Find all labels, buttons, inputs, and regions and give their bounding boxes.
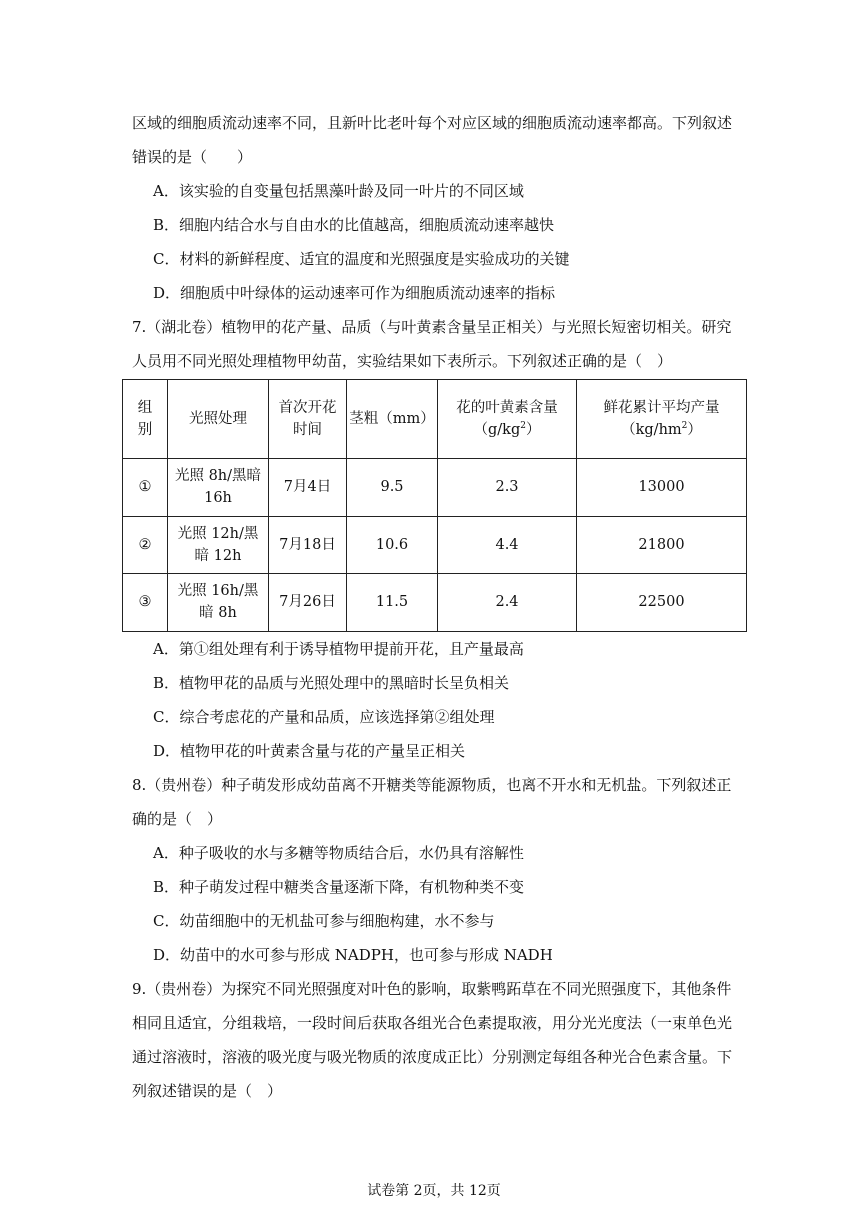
header-group: 组 别 — [123, 380, 168, 459]
q8-stem-line2: 确的是（ ） — [132, 810, 223, 828]
cell-yield: 21800 — [577, 516, 747, 574]
q7-option-d: D．植物甲花的叶黄素含量与花的产量呈正相关 — [153, 742, 466, 760]
q6-option-a: A．该实验的自变量包括黑藻叶龄及同一叶片的不同区域 — [153, 182, 524, 200]
cell-group: ① — [123, 459, 168, 517]
q6-option-b: B．细胞内结合水与自由水的比值越高，细胞质流动速率越快 — [153, 216, 555, 234]
cell-treatment: 光照 12h/黑 暗 12h — [168, 516, 269, 574]
cell-group: ② — [123, 516, 168, 574]
table-row — [123, 516, 747, 574]
cell-stem: 11.5 — [347, 574, 438, 632]
q7-option-c: C．综合考虑花的产量和品质，应该选择第②组处理 — [153, 708, 495, 726]
q8-option-c: C．幼苗细胞中的无机盐可参与细胞构建，水不参与 — [153, 912, 495, 930]
cell-lutein: 2.4 — [438, 574, 577, 632]
q7-data-table — [122, 379, 747, 632]
cell-date: 7月26日 — [269, 574, 347, 632]
cell-date: 7月18日 — [269, 516, 347, 574]
cell-yield: 22500 — [577, 574, 747, 632]
cell-treatment: 光照 16h/黑 暗 8h — [168, 574, 269, 632]
cell-date: 7月4日 — [269, 459, 347, 517]
q9-stem-line2: 相同且适宜，分组栽培，一段时间后获取各组光合色素提取液，用分光光度法（一束单色光 — [132, 1014, 733, 1032]
q9-stem-line3: 通过溶液时，溶液的吸光度与吸光物质的浓度成正比）分别测定每组各种光合色素含量。下 — [132, 1048, 733, 1066]
q7-stem-line2: 人员用不同光照处理植物甲幼苗，实验结果如下表所示。下列叙述正确的是（ ） — [132, 352, 673, 370]
table-row — [123, 574, 747, 632]
q9-stem-line1: 9.（贵州卷）为探究不同光照强度对叶色的影响，取紫鸭跖草在不同光照强度下，其他条件 — [132, 980, 732, 998]
cell-treatment: 光照 8h/黑暗 16h — [168, 459, 269, 517]
cell-stem: 10.6 — [347, 516, 438, 574]
table-header-row — [123, 380, 747, 459]
q8-option-b: B．种子萌发过程中糖类含量逐渐下降，有机物种类不变 — [153, 878, 525, 896]
q7-option-a: A．第①组处理有利于诱导植物甲提前开花，且产量最高 — [153, 640, 524, 658]
q6-option-c: C．材料的新鲜程度、适宜的温度和光照强度是实验成功的关键 — [153, 250, 570, 268]
q6-option-d: D．细胞质中叶绿体的运动速率可作为细胞质流动速率的指标 — [153, 284, 556, 302]
q7-option-b: B．植物甲花的品质与光照处理中的黑暗时长呈负相关 — [153, 674, 510, 692]
cell-group: ③ — [123, 574, 168, 632]
page-footer: 试卷第 2页，共 12页 — [367, 1183, 501, 1199]
table-row — [123, 459, 747, 517]
q9-stem-line4: 列叙述错误的是（ ） — [132, 1082, 283, 1100]
q8-option-d: D．幼苗中的水可参与形成 NADPH，也可参与形成 NADH — [153, 946, 553, 964]
header-yield: 鲜花累计平均产量 $(kg/hm^2)$ — [577, 380, 747, 459]
q7-stem-line1: 7.（湖北卷）植物甲的花产量、品质（与叶黄素含量呈正相关）与光照长短密切相关。研究 — [132, 318, 732, 336]
cell-lutein: 2.3 — [438, 459, 577, 517]
header-lutein: 花的叶黄素含量 $(g/kg^2)$ — [438, 380, 577, 459]
header-flowering-time: 首次开花 时间 — [269, 380, 347, 459]
header-treatment: 光照处理 — [168, 380, 269, 459]
q8-stem-line1: 8.（贵州卷）种子萌发形成幼苗离不开糖类等能源物质，也离不开水和无机盐。下列叙述正 — [132, 776, 732, 794]
q8-option-a: A．种子吸收的水与多糖等物质结合后，水仍具有溶解性 — [153, 844, 524, 862]
cell-stem: 9.5 — [347, 459, 438, 517]
q6-stem-line1: 区域的细胞质流动速率不同，且新叶比老叶每个对应区域的细胞质流动速率都高。下列叙述 — [132, 114, 733, 132]
q6-stem-line2: 错误的是（ ） — [132, 148, 253, 166]
cell-lutein: 4.4 — [438, 516, 577, 574]
header-stem: 茎粗（mm） — [347, 380, 438, 459]
cell-yield: 13000 — [577, 459, 747, 517]
